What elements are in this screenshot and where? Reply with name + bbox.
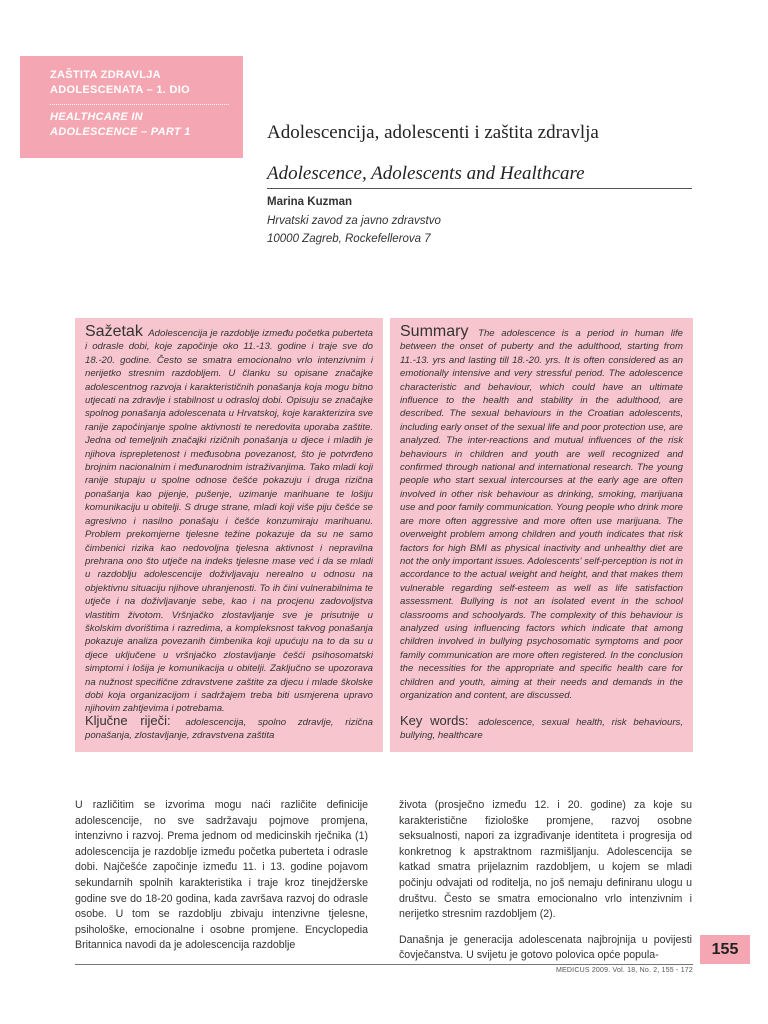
abstract-english	[390, 318, 693, 752]
abstract-english-heading: Summary	[400, 323, 469, 340]
abstract-english-text: The adolescence is a period in human life between the onset of puberty and the adulthood, starting from 11.-13. yrs and lasting till 18.-20. yrs. It is often considered as an emotionally intensive and very stressful period. The adolescence characteristic and behaviour, which could have an ultimate influence to the health and stability in the adulthood, are described. The sexual behaviours in the Croatian adolescents, including early onset of the sexual life and poor protection use, are analyzed. The inter-reactions and mutual influences of the risk behaviours in children and youth are well recognized and confirmed through national and international research. The young people who start sexual intercourses at the early age are often involved in other risk behaviour as drinking, smoking, marijuana use and poor family communication. Young people who drink more are more often aggressive and more often use marijuana. The overweight problem among children and youth indicates that risk factors for high BMI as physical inactivity and unhealthy diet are not the only important issues. Adolescents' self-perception is not in accordance to the actual weight and height, and that makes them vulnerable regarding self-esteem as well as life satisfaction assessment. Bullying is not an isolated event in the school classrooms and schoolyards. The complexity of this behaviour is analyzed using influencing factors which indicate that among children involved in bullying psychosomatic symptoms and poor family communication are more often registered. In the conclusion the necessities for the appropriate and specific health care for children and youth, aiming at their needs and demands in the organization and content, are discussed.	[400, 328, 684, 701]
body-paragraph: života (prosječno između 12. i 20. godine) za koje su karakteristične fiziološke promjene, razvoj osobne seksualnosti, napori za izgrađivanje identiteta i progresija od konkretnog k apstraktnom razmišljanju. Adolescencija se katkad smatra prijelaznim razdobljem, u kojem se mladi počinju odvajati od roditelja, no još nemaju definiranu ulogu u društvu. Često se smatra emocionalno vrlo intenzivnim i nerijetko stresnim razdobljem (2).	[399, 799, 692, 921]
abstract-croatian-text: Adolescencija je razdoblje između početka puberteta i odrasle dobi, koje započinje oko 11.-13. godine i traje sve do 18.-20. godine. Često se smatra emocionalno vrlo intenzivnim i nerijetko stresnim razdobljem. U članku su opisane značajke adolescentnog razvoja i karakterističnih ponašanja koja mogu bitno utjecati na zdravlje i stabilnost u odrasloj dobi. Opisuju se značajke spolnog ponašanja adolescenata u Hrvatskoj, koje karakterizira sve ranije započinjanje spolne aktivnosti te neredovita uporaba zaštite. Jedna od temeljnih značajki rizičnih ponašanja u djece i mladih je njihova isprepletenost i međusobna povezanost, što je potvrđeno brojnim nacionalnim i međunarodnim istraživanjima. Tako mladi koji ranije stupaju u spolne odnose češće pokazuju i druga rizična ponašanja kao pijenje, pušenje, uzimanje marihuane te lošiju komunikaciju u obitelji. S druge strane, mladi koji više piju češće se agresivno i nasilno ponašaju i češće konzumiraju marihuanu. Problem prekomjerne tjelesne težine pokazuje da su ne samo čimbenici rizika kao nedovoljna tjelesna aktivnost i nepravilna prehrana ono što utječe na indeks tjelesne mase već i da se mladi u razdoblju adolescencije doživljavaju nerealno u odnosu na objektivnu situaciju njihove uhranjenosti. To ih čini vulnerabilnima te utječe i na doživljavanje sebe, kao i na procjenu zadovoljstva vlastitim životom. Vršnjačko zlostavljanje sve je prisutnije u školskim dvorištima i razredima, a kompleksnost takvog ponašanja pokazuje analiza povezanih čimbenika koji upućuju na to da su u djece uključene u vršnjačko zlostavljanje češći psihosomatski simptomi i lošija je komunikacija u obitelji. Zaključno se upozorava na nužnost specifične zdravstvene zaštite za djecu i mlade školske dobi koja organizacijom i sadržajem treba biti usmjerena upravo njihovim zahtjevima i potrebama.	[85, 328, 374, 715]
body-column-right	[399, 798, 692, 974]
section-label-divider	[50, 104, 229, 105]
abstract-croatian	[75, 318, 383, 752]
author-affiliation-institution: Hrvatski zavod za javno zdravstvo	[267, 215, 441, 227]
section-label-box	[20, 56, 243, 158]
keywords-croatian-label: Ključne riječi:	[85, 713, 171, 728]
author-name: Marina Kuzman	[267, 196, 352, 208]
author-affiliation-address: 10000 Zagreb, Rockefellerova 7	[267, 233, 431, 245]
section-label-en-line1: HEALTHCARE IN	[50, 111, 143, 123]
body-paragraph: Današnja je generacija adolescenata najbrojnija u povijesti čovječanstva. U svijetu je gotovo polovica opće popula-	[399, 933, 692, 962]
body-paragraph: U različitim se izvorima mogu naći različite definicije adolescencije, no sve sadržavaju pojmove promjena, intenzivno i razvoj. Prema jednom od medicinskih rječnika (1) adolescencija je razdoblje između početka puberteta i odrasle dobi. Najčešće započinje između 11. i 13. godine pojavom sekundarnih spolnih karakteristika i traje kroz tinejdžerske godine sve do 18-20 godina, kada završava razvoj do odrasle osobe. U tom se razdoblju zbivaju intenzivne tjelesne, psihološke, emocionalne i osobne promjene. Encyclopedia Britannica navodi da je adolescencija razdoblje	[75, 799, 368, 952]
keywords-croatian-text: adolescencija, spolno zdravlje, rizična ponašanja, zlostavljanje, zdravstvena zaštita	[85, 717, 374, 741]
keywords-croatian	[85, 714, 373, 742]
article-title-english: Adolescence, Adolescents and Healthcare	[267, 163, 692, 189]
footer-divider	[75, 964, 693, 965]
section-label-hr-line2: ADOLESCENATA – 1. DIO	[50, 84, 190, 96]
abstract-croatian-heading: Sažetak	[85, 323, 143, 340]
body-column-left	[75, 798, 368, 964]
section-label-hr-line1: ZAŠTITA ZDRAVLJA	[50, 69, 161, 81]
keywords-english	[400, 714, 683, 742]
keywords-english-text: adolescence, sexual health, risk behaviours, bullying, healthcare	[400, 717, 683, 741]
page-number: 155	[700, 935, 750, 964]
section-label-en-line2: ADOLESCENCE – PART 1	[50, 126, 191, 138]
article-title-croatian: Adolescencija, adolescenti i zaštita zdravlja	[267, 122, 599, 143]
keywords-english-label: Key words:	[400, 713, 469, 728]
journal-reference: MEDICUS 2009. Vol. 18, No. 2, 155 - 172	[556, 967, 693, 974]
